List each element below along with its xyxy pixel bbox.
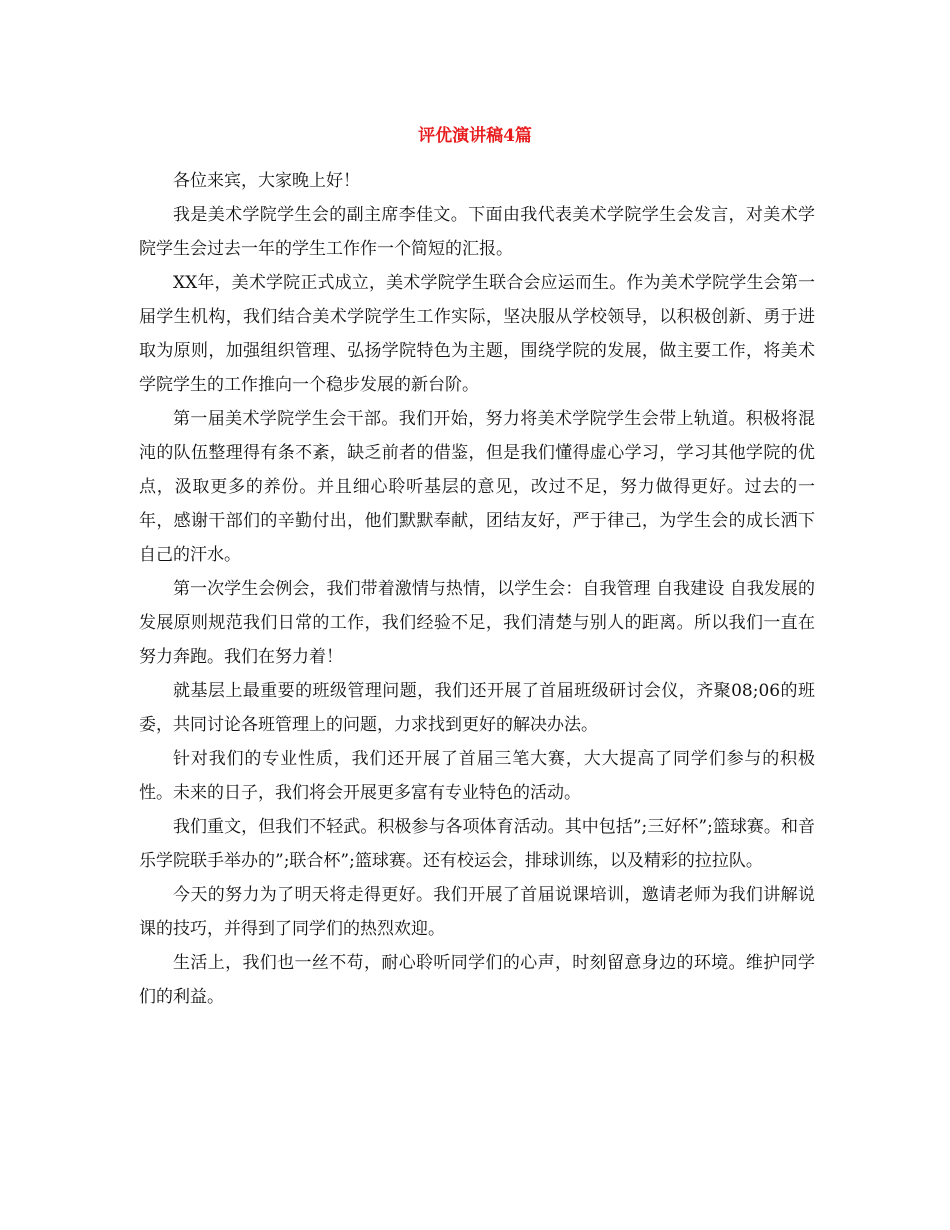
document-title: 评优演讲稿4篇 bbox=[418, 126, 532, 146]
paragraph-student-life: 生活上，我们也一丝不苟，耐心聆听同学们的心声，时刻留意身边的环境。维护同学们的利益。 bbox=[139, 953, 815, 1007]
paragraph-first-meeting: 第一次学生会例会，我们带着激情与热情，以学生会：自我管理 自我建设 自我发展的发展原则规范我们日常的工作，我们经验不足，我们清楚与别人的距离。所以我们一直在努力奔跑。我们在努力着！ bbox=[139, 579, 815, 667]
paragraph-founding: XX年，美术学院正式成立，美术学院学生联合会应运而生。作为美术学院学生会第一届学生机构，我们结合美术学院学生工作实际，坚决服从学校领导，以积极创新、勇于进取为原则，加强组织管理、弘扬学院特色为主题，围绕学院的发展，做主要工作，将美术学院学生的工作推向一个稳步发展的新台阶。 bbox=[139, 273, 815, 395]
document-body bbox=[139, 164, 815, 1014]
paragraph-sports: 我们重文，但我们不轻武。积极参与各项体育活动。其中包括”;三好杯”;篮球赛。和音乐学院联手举办的”;联合杯”;篮球赛。还有校运会，排球训练，以及精彩的拉拉队。 bbox=[139, 817, 815, 871]
paragraph-training: 今天的努力为了明天将走得更好。我们开展了首届说课培训，邀请老师为我们讲解说课的技巧，并得到了同学们的热烈欢迎。 bbox=[139, 885, 815, 939]
paragraph-calligraphy-contest: 针对我们的专业性质，我们还开展了首届三笔大赛，大大提高了同学们参与的积极性。未来的日子，我们将会开展更多富有专业特色的活动。 bbox=[139, 749, 815, 803]
paragraph-class-management: 就基层上最重要的班级管理问题，我们还开展了首届班级研讨会仪，齐聚08;06的班委，共同讨论各班管理上的问题，力求找到更好的解决办法。 bbox=[139, 681, 815, 735]
paragraph-first-cadres: 第一届美术学院学生会干部。我们开始，努力将美术学院学生会带上轨道。积极将混沌的队伍整理得有条不紊，缺乏前者的借鉴，但是我们懂得虚心学习，学习其他学院的优点，汲取更多的养份。并且细心聆听基层的意见，改过不足，努力做得更好。过去的一年，感谢干部们的辛勤付出，他们默默奉献，团结友好，严于律己，为学生会的成长洒下自己的汗水。 bbox=[139, 409, 815, 565]
paragraph-greeting: 各位来宾，大家晚上好！ bbox=[173, 171, 360, 191]
paragraph-introduction: 我是美术学院学生会的副主席李佳文。下面由我代表美术学院学生会发言，对美术学院学生会过去一年的学生工作作一个简短的汇报。 bbox=[139, 205, 815, 259]
